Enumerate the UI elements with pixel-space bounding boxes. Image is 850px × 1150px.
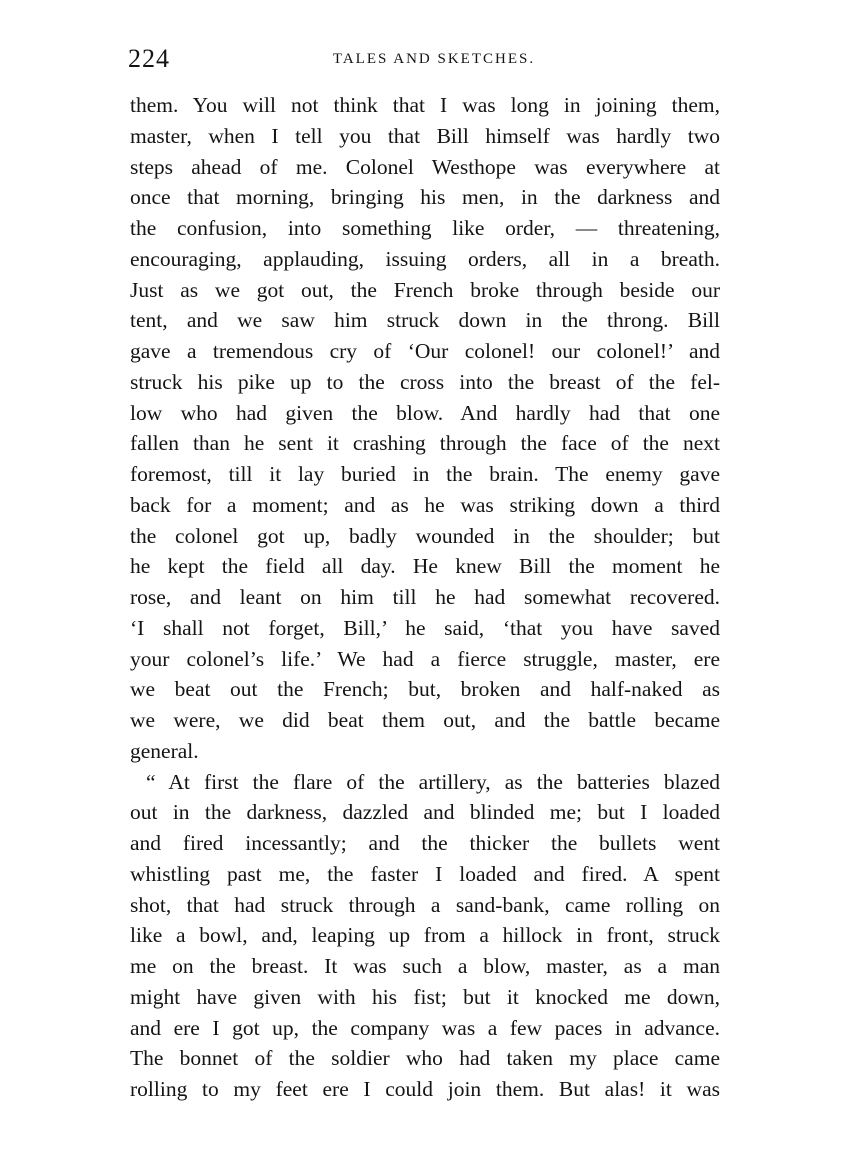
- text-line: we beat out the French; but, broken and half-naked as: [130, 677, 720, 702]
- text-line: your colonel’s life.’ We had a fierce struggle, master, ere: [130, 646, 720, 671]
- text-line: them. You will not think that I was long in joining them,: [130, 93, 720, 117]
- text-line: the colonel got up, badly wounded in the shoulder; but: [130, 523, 720, 548]
- running-head: TALES AND SKETCHES.: [332, 51, 536, 67]
- text-line: Just as we got out, the French broke through beside our: [130, 277, 720, 302]
- text-line: like a bowl, and, leaping up from a hillock in front, struck: [130, 923, 720, 948]
- text-line: shot, that had struck through a sand-bank, came rolling on: [130, 892, 720, 917]
- text-line: rose, and leant on him till he had somewhat recovered.: [130, 585, 720, 609]
- text-line: and fired incessantly; and the thicker the bullets went: [130, 831, 720, 855]
- text-line: The bonnet of the soldier who had taken my place came: [130, 1046, 720, 1071]
- paragraph-end-line: general.: [130, 738, 199, 763]
- text-line: encouraging, applauding, issuing orders, all in a breath.: [130, 246, 720, 271]
- text-line: struck his pike up to the cross into the breast of the fel-: [130, 369, 720, 394]
- text-line: out in the darkness, dazzled and blinded me; but I loaded: [130, 800, 720, 825]
- text-line: and ere I got up, the company was a few paces in advance.: [130, 1015, 720, 1040]
- text-line: whistling past me, the faster I loaded and fired. A spent: [130, 861, 720, 886]
- text-line: steps ahead of me. Colonel Westhope was everywhere at: [130, 154, 720, 179]
- text-line: rolling to my feet ere I could join them. But alas! it was: [130, 1077, 720, 1101]
- paragraph-start-line: “ At first the flare of the artillery, as the batteries blazed: [146, 769, 720, 794]
- text-line: master, when I tell you that Bill himself was hardly two: [130, 123, 720, 148]
- text-line: he kept the field all day. He knew Bill the moment he: [130, 554, 720, 579]
- text-line: might have given with his fist; but it knocked me down,: [130, 984, 720, 1009]
- text-line: the confusion, into something like order, — threatening,: [130, 216, 720, 240]
- text-line: we were, we did beat them out, and the battle became: [130, 708, 720, 732]
- text-line: once that morning, bringing his men, in the darkness and: [130, 185, 720, 210]
- text-line: gave a tremendous cry of ‘Our colonel! our colonel!’ and: [130, 339, 720, 363]
- text-line: ‘I shall not forget, Bill,’ he said, ‘that you have saved: [130, 615, 720, 640]
- body-text: [130, 90, 720, 1105]
- text-line: back for a moment; and as he was striking down a third: [130, 492, 720, 517]
- text-line: tent, and we saw him struck down in the throng. Bill: [130, 308, 720, 333]
- page-header: [128, 44, 720, 78]
- text-line: me on the breast. It was such a blow, master, as a man: [130, 954, 720, 978]
- page-number: 224: [128, 44, 170, 73]
- text-line: foremost, till it lay buried in the brain. The enemy gave: [130, 462, 720, 486]
- text-line: low who had given the blow. And hardly had that one: [130, 400, 720, 425]
- text-line: fallen than he sent it crashing through the face of the next: [130, 431, 720, 456]
